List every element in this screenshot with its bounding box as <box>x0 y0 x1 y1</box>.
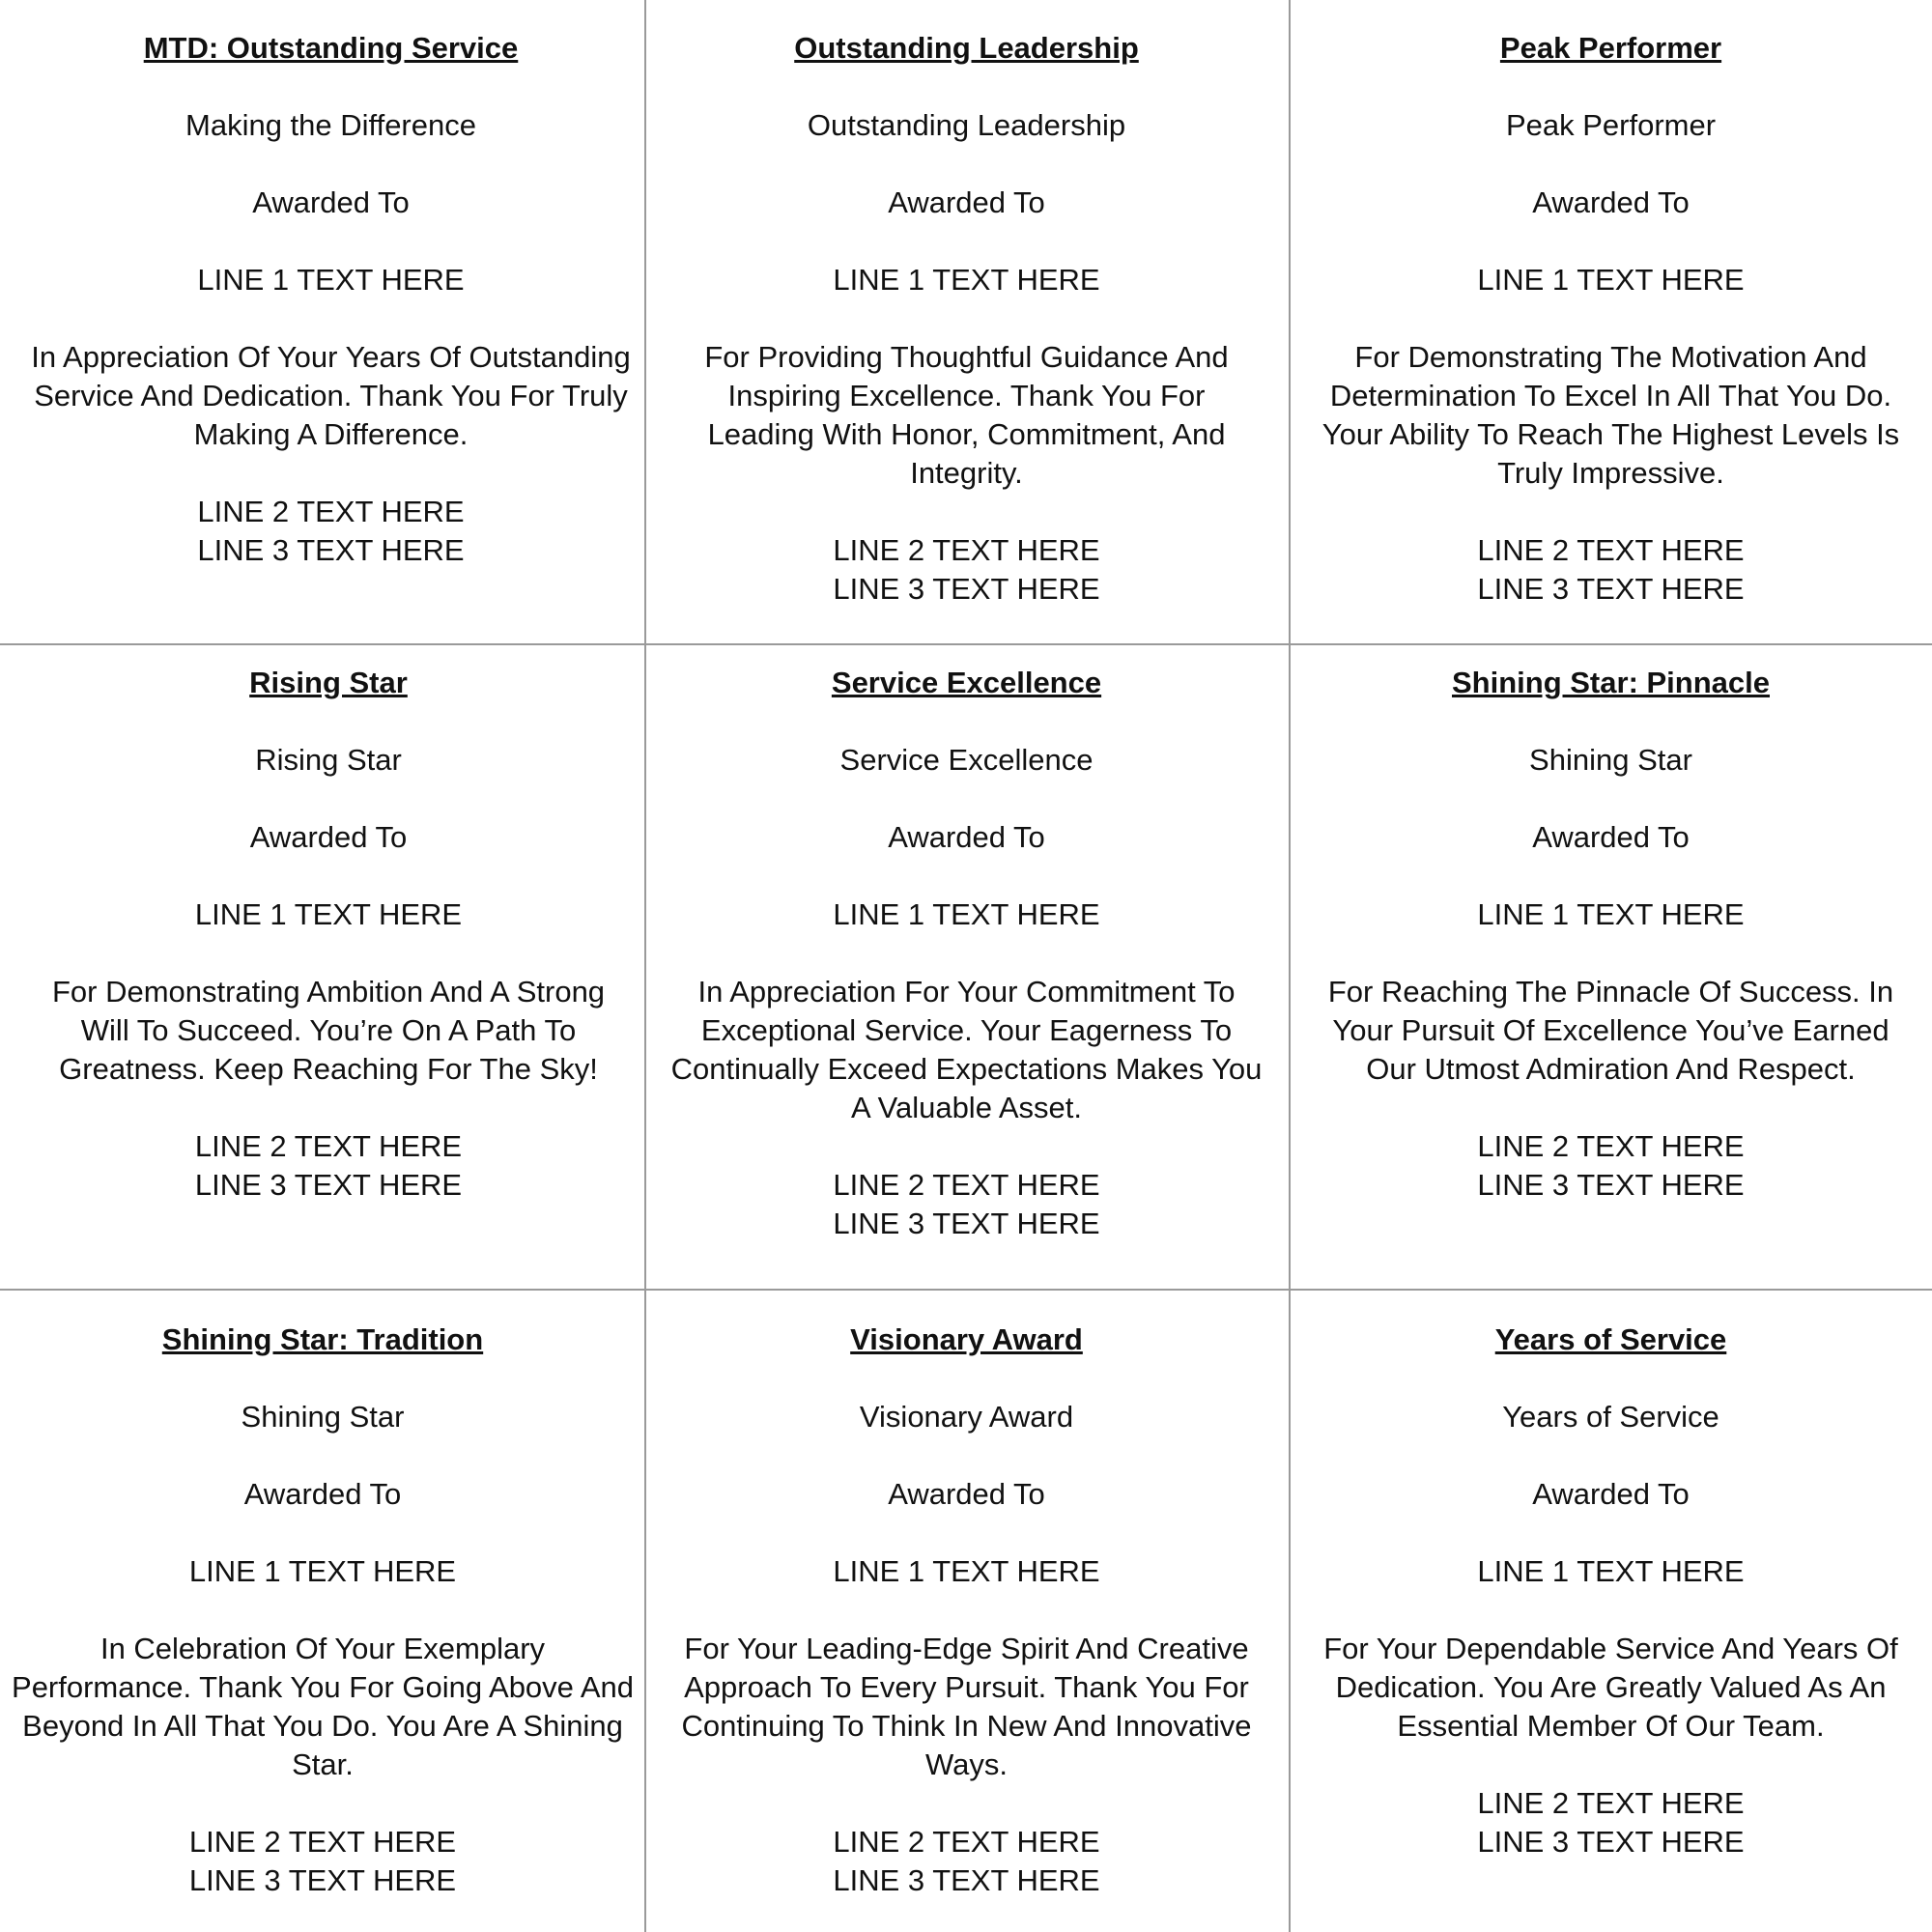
award-subtitle: Outstanding Leadership <box>807 108 1126 142</box>
awarded-to-label: Awarded To <box>252 185 410 219</box>
award-subtitle: Service Excellence <box>839 743 1094 777</box>
award-subtitle: Visionary Award <box>859 1400 1074 1434</box>
award-title: Shining Star: Tradition <box>161 1322 484 1356</box>
line-3-placeholder: LINE 3 TEXT HERE <box>833 1207 1100 1240</box>
award-description: For Your Leading-Edge Spirit And Creative Approach To Every Pursuit. Thank You For Continuing To Think In New And Innovative Ways. <box>681 1632 1252 1781</box>
line-3-placeholder: LINE 3 TEXT HERE <box>833 1863 1100 1897</box>
award-subtitle: Peak Performer <box>1505 108 1717 142</box>
award-footer <box>1299 1127 1922 1205</box>
line-1-placeholder: LINE 1 TEXT HERE <box>1477 1554 1745 1588</box>
award-description: For Reaching The Pinnacle Of Success. In Your Pursuit Of Excellence You’ve Earned Our Utmost Admiration And Respect. <box>1327 975 1894 1086</box>
award-footer <box>1294 531 1927 609</box>
award-footer <box>19 1127 638 1205</box>
award-card-mtd-outstanding-service <box>19 29 642 570</box>
award-description: For Demonstrating The Motivation And Determination To Excel In All That You Do. Your Ability To Reach The Highest Levels Is Truly Impressive. <box>1321 340 1900 490</box>
grid-divider-vertical-1 <box>644 0 646 1932</box>
line-1-placeholder: LINE 1 TEXT HERE <box>194 897 463 931</box>
awarded-to-label: Awarded To <box>888 185 1045 219</box>
award-subtitle: Making the Difference <box>185 108 476 142</box>
line-3-placeholder: LINE 3 TEXT HERE <box>188 1863 457 1897</box>
awarded-to-label: Awarded To <box>1532 185 1690 219</box>
grid-divider-vertical-2 <box>1289 0 1291 1932</box>
line-3-placeholder: LINE 3 TEXT HERE <box>194 1168 463 1202</box>
award-title: Years of Service <box>1494 1322 1727 1356</box>
awarded-to-label: Awarded To <box>888 820 1045 854</box>
award-subtitle: Shining Star <box>241 1400 405 1434</box>
awarded-to-label: Awarded To <box>1532 1477 1690 1511</box>
award-description: In Celebration Of Your Exemplary Performance. Thank You For Going Above And Beyond In All That You Do. You Are A Shining Star. <box>12 1632 634 1781</box>
award-card-visionary-award <box>667 1321 1266 1900</box>
line-2-placeholder: LINE 2 TEXT HERE <box>833 1825 1100 1859</box>
line-2-placeholder: LINE 2 TEXT HERE <box>1477 533 1745 567</box>
award-subtitle: Years of Service <box>1502 1400 1719 1434</box>
award-title: Visionary Award <box>850 1322 1083 1356</box>
award-card-shining-star-tradition <box>4 1321 641 1900</box>
line-2-placeholder: LINE 2 TEXT HERE <box>188 1825 457 1859</box>
award-footer <box>1314 1784 1908 1861</box>
award-card-peak-performer <box>1294 29 1927 609</box>
line-1-placeholder: LINE 1 TEXT HERE <box>197 263 465 297</box>
award-footer <box>667 1823 1266 1900</box>
line-2-placeholder: LINE 2 TEXT HERE <box>1477 1786 1745 1820</box>
award-footer <box>657 1166 1276 1243</box>
award-title: Rising Star <box>249 666 408 699</box>
award-title: MTD: Outstanding Service <box>143 31 519 65</box>
awarded-to-label: Awarded To <box>1532 820 1690 854</box>
award-description: For Your Dependable Service And Years Of Dedication. You Are Greatly Valued As An Essential Member Of Our Team. <box>1323 1632 1898 1743</box>
line-1-placeholder: LINE 1 TEXT HERE <box>833 897 1100 931</box>
line-2-placeholder: LINE 2 TEXT HERE <box>197 495 465 528</box>
line-3-placeholder: LINE 3 TEXT HERE <box>197 533 465 567</box>
line-2-placeholder: LINE 2 TEXT HERE <box>1477 1129 1745 1163</box>
line-1-placeholder: LINE 1 TEXT HERE <box>833 1554 1100 1588</box>
awarded-to-label: Awarded To <box>243 1477 402 1511</box>
award-description: In Appreciation Of Your Years Of Outstanding Service And Dedication. Thank You For Truly Making A Difference. <box>31 340 631 451</box>
award-card-shining-star-pinnacle <box>1299 664 1922 1205</box>
line-2-placeholder: LINE 2 TEXT HERE <box>833 533 1100 567</box>
award-subtitle: Shining Star <box>1529 743 1692 777</box>
grid-divider-horizontal-1 <box>0 643 1932 645</box>
award-footer <box>4 1823 641 1900</box>
award-card-outstanding-leadership <box>667 29 1266 609</box>
award-description: In Appreciation For Your Commitment To Exceptional Service. Your Eagerness To Continually Exceed Expectations Makes You A Valuable Asset. <box>670 975 1263 1124</box>
line-1-placeholder: LINE 1 TEXT HERE <box>1477 897 1745 931</box>
line-3-placeholder: LINE 3 TEXT HERE <box>833 572 1100 606</box>
award-subtitle: Rising Star <box>255 743 402 777</box>
award-description: For Demonstrating Ambition And A Strong Will To Succeed. You’re On A Path To Greatness. Keep Reaching For The Sky! <box>51 975 606 1086</box>
award-card-service-excellence <box>657 664 1276 1243</box>
line-3-placeholder: LINE 3 TEXT HERE <box>1477 1825 1745 1859</box>
line-2-placeholder: LINE 2 TEXT HERE <box>833 1168 1100 1202</box>
award-footer <box>667 531 1266 609</box>
line-3-placeholder: LINE 3 TEXT HERE <box>1477 572 1745 606</box>
award-footer <box>19 493 642 570</box>
awarded-to-label: Awarded To <box>249 820 408 854</box>
award-title: Service Excellence <box>831 666 1102 699</box>
award-card-years-of-service <box>1314 1321 1908 1861</box>
award-title: Peak Performer <box>1499 31 1722 65</box>
grid-divider-horizontal-2 <box>0 1289 1932 1291</box>
line-3-placeholder: LINE 3 TEXT HERE <box>1477 1168 1745 1202</box>
award-card-rising-star <box>19 664 638 1205</box>
line-1-placeholder: LINE 1 TEXT HERE <box>1477 263 1745 297</box>
award-description: For Providing Thoughtful Guidance And Inspiring Excellence. Thank You For Leading With Honor, Commitment, And Integrity. <box>704 340 1229 490</box>
line-2-placeholder: LINE 2 TEXT HERE <box>194 1129 463 1163</box>
award-title: Outstanding Leadership <box>794 31 1139 65</box>
line-1-placeholder: LINE 1 TEXT HERE <box>833 263 1100 297</box>
awarded-to-label: Awarded To <box>888 1477 1045 1511</box>
line-1-placeholder: LINE 1 TEXT HERE <box>188 1554 457 1588</box>
award-title: Shining Star: Pinnacle <box>1452 666 1770 699</box>
